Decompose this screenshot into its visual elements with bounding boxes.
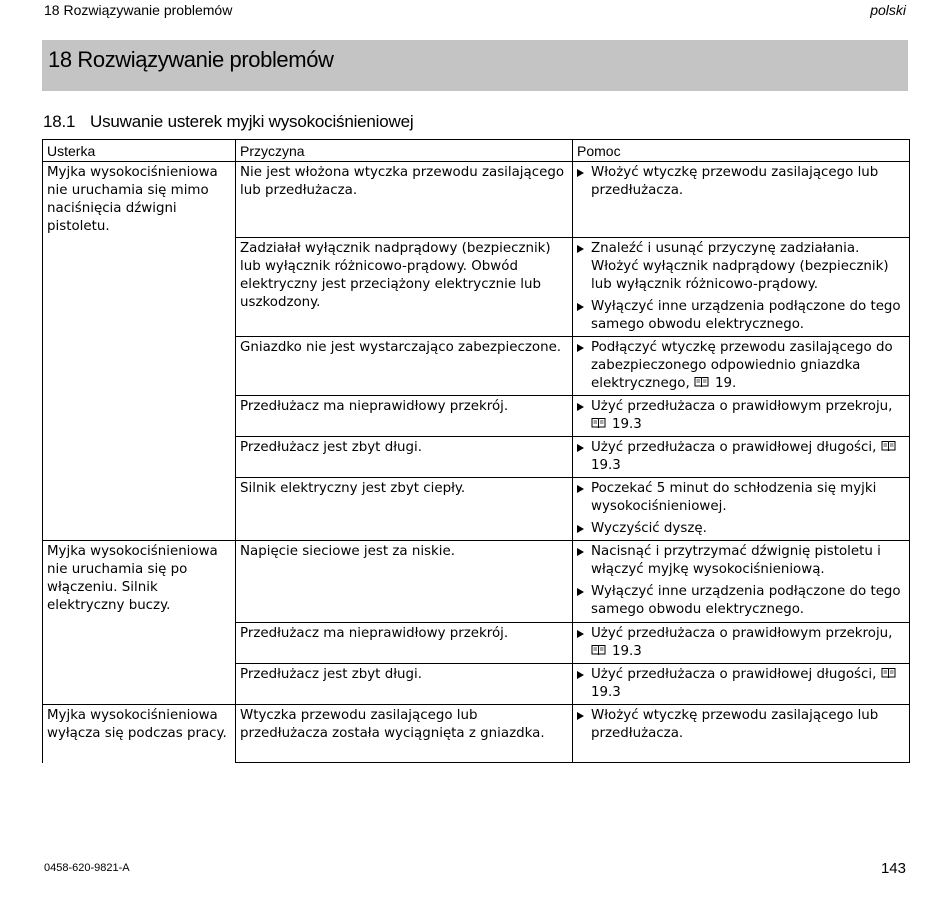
help-item [577, 625, 905, 661]
bullet-arrow-icon [577, 712, 584, 720]
fault-cell: Myjka wysokociśnieniowa wyłącza się podczas pracy. [43, 705, 236, 763]
bullet-arrow-icon [577, 403, 584, 411]
help-list [577, 339, 905, 393]
cause-cell: Przedłużacz ma nieprawidłowy przekrój. [236, 623, 573, 664]
section-title: Usuwanie usterek myjki wysokociśnieniowej [90, 112, 414, 131]
cause-cell: Silnik elektryczny jest zbyt ciepły. [236, 478, 573, 541]
page-reference[interactable] [694, 376, 736, 391]
help-cell [573, 664, 910, 705]
help-item [577, 666, 905, 702]
book-reference-icon [881, 440, 896, 452]
cause-cell: Wtyczka przewodu zasilającego lub przedłużacza została wyciągnięta z gniazdka. [236, 705, 573, 763]
reference-number: 19. [714, 376, 737, 391]
table-header-row [43, 140, 910, 162]
help-item [577, 298, 905, 334]
help-list [577, 398, 905, 434]
help-item [577, 480, 905, 516]
bullet-arrow-icon [577, 344, 584, 352]
table-row [43, 705, 910, 763]
help-list [577, 625, 905, 661]
section-number: 18.1 [43, 112, 76, 131]
help-item [577, 398, 905, 434]
help-text: Użyć przedłużacza o prawidłowym przekroju, [591, 399, 893, 414]
document-number: 0458-620-9821-A [44, 862, 130, 874]
help-cell [573, 337, 910, 396]
help-item [577, 583, 905, 619]
bullet-arrow-icon [577, 485, 584, 493]
bullet-arrow-icon [577, 588, 584, 596]
help-text: Użyć przedłużacza o prawidłowej długości, [591, 667, 877, 682]
column-header-help: Pomoc [573, 140, 910, 162]
bullet-arrow-icon [577, 169, 584, 177]
table-row [43, 541, 910, 623]
cause-cell: Gniazdko nie jest wystarczająco zabezpieczone. [236, 337, 573, 396]
cause-cell: Przedłużacz jest zbyt długi. [236, 664, 573, 705]
reference-number: 19.3 [591, 458, 621, 473]
chapter-title: 18 Rozwiązywanie problemów [48, 47, 334, 72]
troubleshooting-table [42, 139, 910, 763]
page-reference[interactable] [591, 417, 642, 432]
running-header-chapter: 18 Rozwiązywanie problemów [44, 2, 233, 18]
bullet-arrow-icon [577, 630, 584, 638]
cause-cell: Nie jest włożona wtyczka przewodu zasilającego lub przedłużacza. [236, 162, 573, 238]
bullet-arrow-icon [577, 525, 584, 533]
help-list [577, 480, 905, 538]
help-cell [573, 162, 910, 238]
help-text: Wyłączyć inne urządzenia podłączone do tego samego obwodu elektrycznego. [591, 299, 901, 332]
help-cell [573, 478, 910, 541]
help-item [577, 164, 905, 200]
help-cell [573, 623, 910, 664]
help-cell [573, 541, 910, 623]
fault-cell: Myjka wysokociśnieniowa nie uruchamia się po włączeniu. Silnik elektryczny buczy. [43, 541, 236, 705]
bullet-arrow-icon [577, 671, 584, 679]
help-cell [573, 238, 910, 337]
cause-cell: Napięcie sieciowe jest za niskie. [236, 541, 573, 623]
help-list [577, 707, 905, 743]
table-body [43, 162, 910, 763]
bullet-arrow-icon [577, 303, 584, 311]
help-item [577, 520, 905, 538]
help-text: Znaleźć i usunąć przyczynę zadziałania. Włożyć wyłącznik nadprądowy (bezpiecznik) lub wyłącznik różnicowo-prądowy. [591, 241, 889, 292]
help-item [577, 240, 905, 294]
cause-cell: Przedłużacz ma nieprawidłowy przekrój. [236, 396, 573, 437]
help-item [577, 339, 905, 393]
reference-number: 19.3 [612, 417, 642, 432]
reference-number: 19.3 [612, 644, 642, 659]
help-cell [573, 396, 910, 437]
help-item [577, 543, 905, 579]
help-list [577, 543, 905, 619]
table-row [43, 162, 910, 238]
help-text: Wyłączyć inne urządzenia podłączone do tego samego obwodu elektrycznego. [591, 584, 901, 617]
book-reference-icon [694, 376, 709, 388]
help-list [577, 666, 905, 702]
section-heading [43, 112, 413, 132]
help-cell [573, 705, 910, 763]
help-list [577, 439, 905, 475]
page-reference[interactable] [591, 644, 642, 659]
cause-cell: Przedłużacz jest zbyt długi. [236, 437, 573, 478]
fault-cell: Myjka wysokociśnieniowa nie uruchamia się mimo naciśnięcia dźwigni pistoletu. [43, 162, 236, 541]
bullet-arrow-icon [577, 444, 584, 452]
help-item [577, 439, 905, 475]
book-reference-icon [881, 667, 896, 679]
help-text: Nacisnąć i przytrzymać dźwignię pistoletu i włączyć myjkę wysokociśnieniową. [591, 544, 881, 577]
help-text: Podłączyć wtyczkę przewodu zasilającego do zabezpieczonego odpowiednio gniazdka elektrycznego, [591, 340, 893, 391]
help-text: Włożyć wtyczkę przewodu zasilającego lub przedłużacza. [591, 165, 879, 198]
help-item [577, 707, 905, 743]
help-list [577, 164, 905, 200]
help-text: Wyczyścić dyszę. [591, 521, 707, 536]
help-cell [573, 437, 910, 478]
help-text: Poczekać 5 minut do schłodzenia się myjki wysokociśnieniowej. [591, 481, 877, 514]
reference-number: 19.3 [591, 685, 621, 700]
column-header-fault: Usterka [43, 140, 236, 162]
help-list [577, 240, 905, 334]
help-text: Użyć przedłużacza o prawidłowym przekroju, [591, 626, 893, 641]
bullet-arrow-icon [577, 245, 584, 253]
running-header-language: polski [870, 2, 906, 18]
help-text: Włożyć wtyczkę przewodu zasilającego lub przedłużacza. [591, 708, 879, 741]
help-text: Użyć przedłużacza o prawidłowej długości, [591, 440, 877, 455]
cause-cell: Zadziałał wyłącznik nadprądowy (bezpiecznik) lub wyłącznik różnicowo-prądowy. Obwód elektryczny jest przeciążony elektrycznie lub uszkodzony. [236, 238, 573, 337]
page-number: 143 [880, 860, 906, 877]
book-reference-icon [591, 644, 606, 656]
bullet-arrow-icon [577, 548, 584, 556]
book-reference-icon [591, 417, 606, 429]
column-header-cause: Przyczyna [236, 140, 573, 162]
chapter-heading-bar [42, 40, 908, 91]
